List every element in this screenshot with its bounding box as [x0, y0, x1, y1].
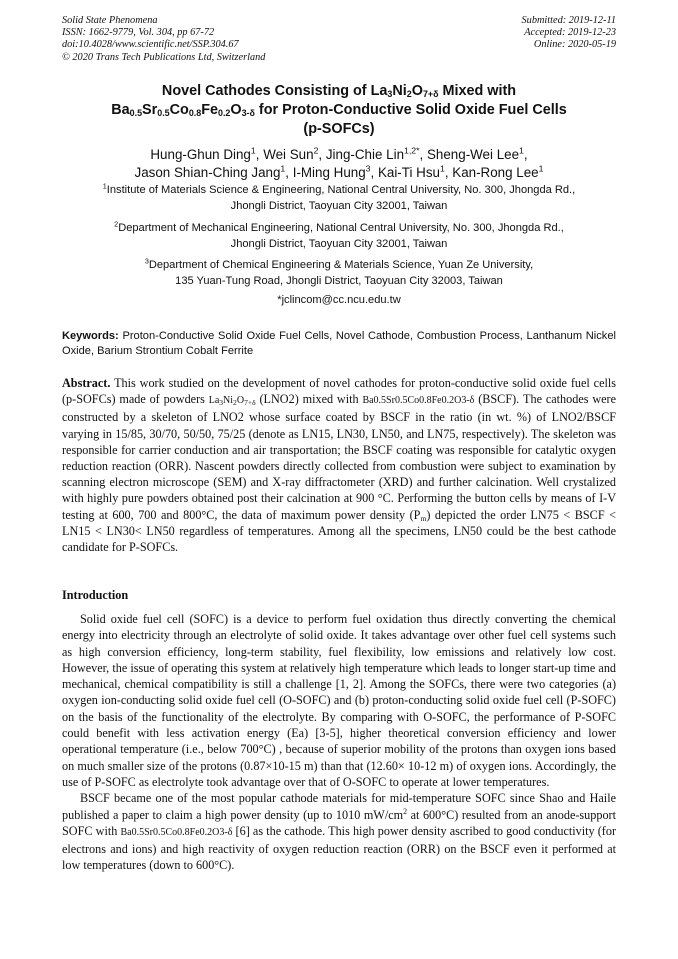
paragraph: Solid oxide fuel cell (SOFC) is a device to perform fuel oxidation thus directly converting the chemical energy into electricity through an electrolyte of solid oxide. It takes advantage over other fuel cell systems such as high conversion efficiency, long-term stability, fuel flexibility, low emissions and relatively low cost. However, the issue of operating this system at relatively high temperature which leads to longer start-up time and mechanical, chemical compatibility is still a challenge [1, 2]. Among the SOFCs, there were two categories (a) oxygen ion-conducting solid oxide fuel cell (O-SOFC) and (b) proton-conducting solid oxide fuel cell (P-SOFC) on the basis of the functionality of the electrolyte. By comparing with O-SOFC, the performance of P-SOFC could benefit with less activation energy (Ea) [3-5], higher theoretical conversion efficiency and lower operational temperature (i.e., below 700°C) , because of superior mobility of the protons than oxygen ions based on much smaller size of the protons (0.87×10-15 m) than that (12.60× 10-12 m) of oxygen ions. Accordingly, the use of P-SOFC as electrolyte took advantage over that of O-SOFC to operate at lower temperatures.	[62, 612, 616, 789]
bscf-formula: Ba0.5Sr0.5Co0.8Fe0.2O3-δ	[362, 395, 475, 407]
online-date: Online: 2020-05-19	[533, 39, 616, 51]
author: Kai-Ti Hsu$^1$,	[377, 163, 453, 180]
author: Jing-Chie Lin$^{1,2*}$,	[325, 145, 427, 162]
author: Sheng-Wei Lee$^1$,	[426, 145, 528, 162]
keywords-label: Keywords:	[62, 330, 119, 342]
corresponding-email[interactable]: *jclincom@cc.ncu.edu.tw	[277, 294, 401, 306]
bscf-formula: Ba0.5Sr0.5Co0.8Fe0.2O3-δ	[120, 826, 233, 838]
submission-dates	[522, 15, 616, 52]
author: Jason Shian-Ching Jang$^1$,	[134, 163, 293, 180]
abstract-label: Abstract.	[62, 376, 111, 390]
journal-doi: doi:10.4028/www.scientific.net/SSP.304.67	[62, 39, 239, 51]
journal-name: Solid State Phenomena	[62, 15, 158, 26]
author-list	[62, 146, 616, 182]
submitted-date: Submitted: 2019-12-11	[521, 15, 616, 26]
affiliation: $^2$Department of Mechanical Engineering, National Central University, No. 300, Jhongda Rd., Jhongli District, Taoyuan City 32001, Taiwan	[114, 219, 564, 250]
accepted-date: Accepted: 2019-12-23	[524, 27, 616, 39]
affiliation: $^3$Department of Chemical Engineering & Materials Science, Yuan Ze University, 135 Yuan-Tung Road, Jhongli District, Taoyuan City 32003, Taiwan	[144, 256, 534, 287]
author: Hung-Ghun Ding$^1$,	[150, 145, 264, 162]
paper-title: Novel Cathodes Consisting of $La_3Ni_2O_{7+\delta}$ Mixed with $Ba_{0.5}Sr_{0.5}Co_{0.8}Fe_{0.2}O_{3-\delta}$ for Proton-Conductive Solid Oxide Fuel Cells (p-SOFCs)	[111, 83, 567, 137]
abstract: Abstract. This work studied on the development of novel cathodes for proton-conductive solid oxide fuel cells (p-SOFCs) made of powders $La_3Ni_2O_{7+\delta}$ (LNO2) mixed with Ba0.5Sr0.5Co0.8Fe0.2O3-δ (BSCF). The cathodes were constructed by a skeleton of LNO2 whose surface coated by BSCF in the ratio (in wt. %) of LNO2/BSCF varying in 15/85, 30/70, 50/50, 75/25 (denote as LN15, LN30, LN50, and LN75, respectively). The skeleton was responsible for carrier conduction and air transportation; the BSCF coating was responsible for catalytic oxygen reduction reaction (ORR). Nascent powders directly collected from combustion were subject to examination by scanning electron microscope (SEM) and X-ray diffractometer (XRD) and further calcination. Well crystalized with highly pure powders obtained post their calcination at 900 °C. Performing the button cells by means of I-V testing at 600, 700 and 800°C, the data of maximum power density $(P_m)$ depicted the order LN75 < BSCF < LN15 < LN30< LN50 regardless of temperatures. Among all the specimens, LN50 could be the best cathode candidate for P-SOFCs.	[62, 376, 616, 555]
author: Kan-Rong Lee$^1$	[452, 163, 544, 180]
keywords	[62, 329, 616, 358]
journal-info	[62, 15, 265, 64]
introduction-body	[62, 611, 616, 874]
affiliation: $^1$Institute of Materials Science & Engineering, National Central University, No. 300, Jhongda Rd., Jhongli District, Taoyuan City 32001, Taiwan	[102, 181, 576, 212]
keywords-text: Proton-Conductive Solid Oxide Fuel Cells, Novel Cathode, Combustion Process, Lanthanum Nickel Oxide, Barium Strontium Cobalt Ferrite	[62, 330, 616, 357]
section-heading-introduction: Introduction	[62, 588, 129, 602]
author: I-Ming Hung$^3$,	[292, 163, 378, 180]
author: Wei Sun$^2$,	[263, 145, 326, 162]
journal-issn: ISSN: 1662-9779, Vol. 304, pp 67-72	[62, 27, 215, 39]
journal-copyright: © 2020 Trans Tech Publications Ltd, Switzerland	[62, 51, 266, 63]
paragraph: BSCF became one of the most popular cathode materials for mid-temperature SOFC since Shao and Haile published a paper to claim a high power density (up to 1010 $mW/cm^2$ at 600°C) resulted from an anode-support SOFC with Ba0.5Sr0.5Co0.8Fe0.2O3-δ [6] as the cathode. This high power density ascribed to good conductivity (for electrons and ions) and high reactivity of oxygen reduction reaction (ORR) on the BSCF even it performed at low temperatures (down to 600°C).	[62, 791, 617, 873]
